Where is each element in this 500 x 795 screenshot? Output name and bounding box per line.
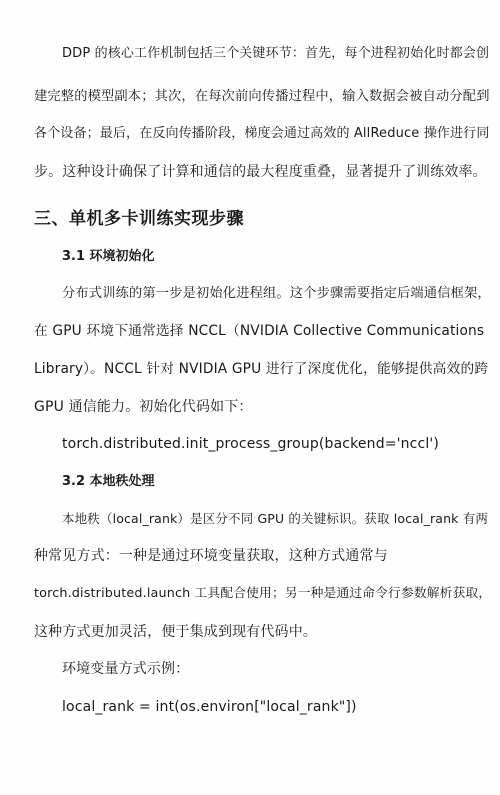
- subsection-heading: 3.1 环境初始化: [62, 249, 155, 264]
- paragraph-line: 各个设备；最后，在反向传播阶段，梯度会通过高效的 AllReduce 操作进行同: [34, 126, 490, 141]
- paragraph-line: 种常见方式：一种是通过环境变量获取，这种方式通常与: [34, 548, 388, 564]
- code-line: local_rank = int(os.environ["local_rank"]): [62, 699, 357, 715]
- paragraph-line: 分布式训练的第一步是初始化进程组。这个步骤需要指定后端通信框架，: [62, 286, 491, 301]
- paragraph-line: 环境变量方式示例：: [62, 661, 190, 677]
- subsection-heading: 3.2 本地秩处理: [62, 474, 155, 489]
- paragraph-line: 这种方式更加灵活，便于集成到现有代码中。: [34, 624, 317, 640]
- paragraph-line: GPU 通信能力。初始化代码如下：: [34, 399, 253, 415]
- paragraph-line: DDP 的核心工作机制包括三个关键环节：首先，每个进程初始化时都会创: [62, 46, 490, 61]
- paragraph-line: 步。这种设计确保了计算和通信的最大程度重叠，显著提升了训练效率。: [34, 164, 487, 180]
- paragraph-line: 在 GPU 环境下通常选择 NCCL（NVIDIA Collective Communications: [34, 323, 485, 339]
- paragraph-line: torch.distributed.launch 工具配合使用；另一种是通过命令行参数解析获取，: [34, 586, 492, 601]
- code-line: torch.distributed.init_process_group(backend='nccl'): [62, 436, 439, 452]
- section-heading: 三、单机多卡训练实现步骤: [34, 209, 244, 229]
- paragraph-line: Library）。NCCL 针对 NVIDIA GPU 进行了深度优化，能够提供高效的跨: [34, 361, 489, 377]
- paragraph-line: 建完整的模型副本；其次，在每次前向传播过程中，输入数据会被自动分配到: [34, 89, 490, 104]
- paragraph-line: 本地秩（local_rank）是区分不同 GPU 的关键标识。获取 local_rank 有两: [62, 511, 488, 526]
